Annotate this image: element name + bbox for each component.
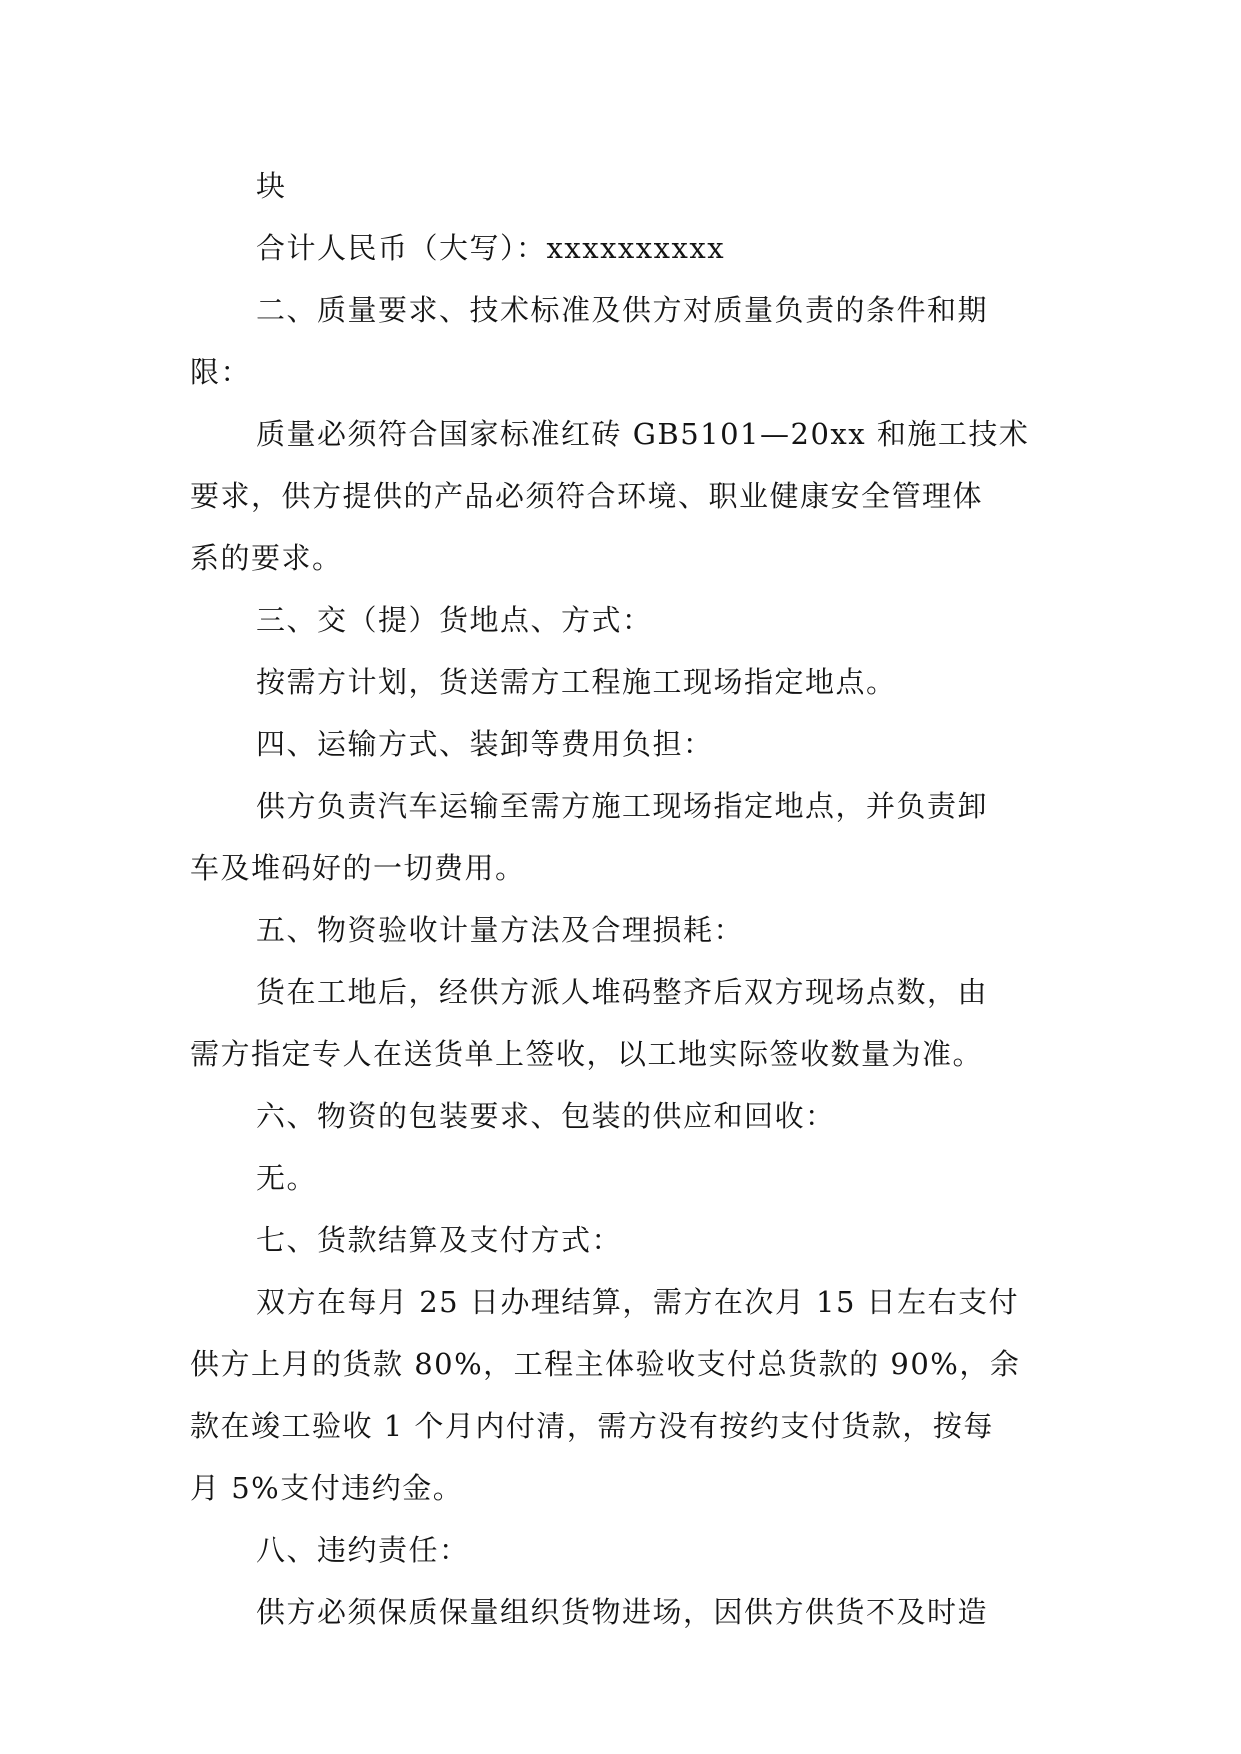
text-line: 车及堆码好的一切费用。 [190,851,526,885]
section-heading: 七、货款结算及支付方式： [256,1223,623,1257]
section-heading: 八、违约责任： [256,1533,470,1567]
text-line: 供方必须保质保量组织货物进场，因供方供货不及时造 [256,1595,989,1629]
text-line: 限： [190,355,252,389]
text-line: 按需方计划，货送需方工程施工现场指定地点。 [256,665,897,699]
text-line: 系的要求。 [190,541,343,575]
text-line: 供方负责汽车运输至需方施工现场指定地点，并负责卸 [256,789,989,823]
text-line: 合计人民币（大写）：xxxxxxxxxx [256,231,726,265]
text-line: 需方指定专人在送货单上签收，以工地实际签收数量为准。 [190,1037,984,1071]
section-heading: 五、物资验收计量方法及合理损耗： [256,913,745,947]
text-line: 块 [256,169,287,203]
section-heading: 三、交（提）货地点、方式： [256,603,653,637]
text-line: 货在工地后，经供方派人堆码整齐后双方现场点数，由 [256,975,989,1009]
text-line: 质量必须符合国家标准红砖 GB5101—20xx 和施工技术 [256,417,1030,451]
section-heading: 六、物资的包装要求、包装的供应和回收： [256,1099,836,1133]
text-line: 款在竣工验收 1 个月内付清，需方没有按约支付货款，按每 [190,1409,994,1443]
text-line: 无。 [256,1161,318,1195]
text-line: 双方在每月 25 日办理结算，需方在次月 15 日左右支付 [256,1285,1020,1319]
document-body [190,155,1070,1643]
section-heading: 二、质量要求、技术标准及供方对质量负责的条件和期 [256,293,989,327]
text-line: 要求，供方提供的产品必须符合环境、职业健康安全管理体 [190,479,984,513]
text-line: 供方上月的货款 80%，工程主体验收支付总货款的 90%，余 [190,1347,1021,1381]
text-line: 月 5%支付违约金。 [190,1471,464,1505]
section-heading: 四、运输方式、装卸等费用负担： [256,727,714,761]
